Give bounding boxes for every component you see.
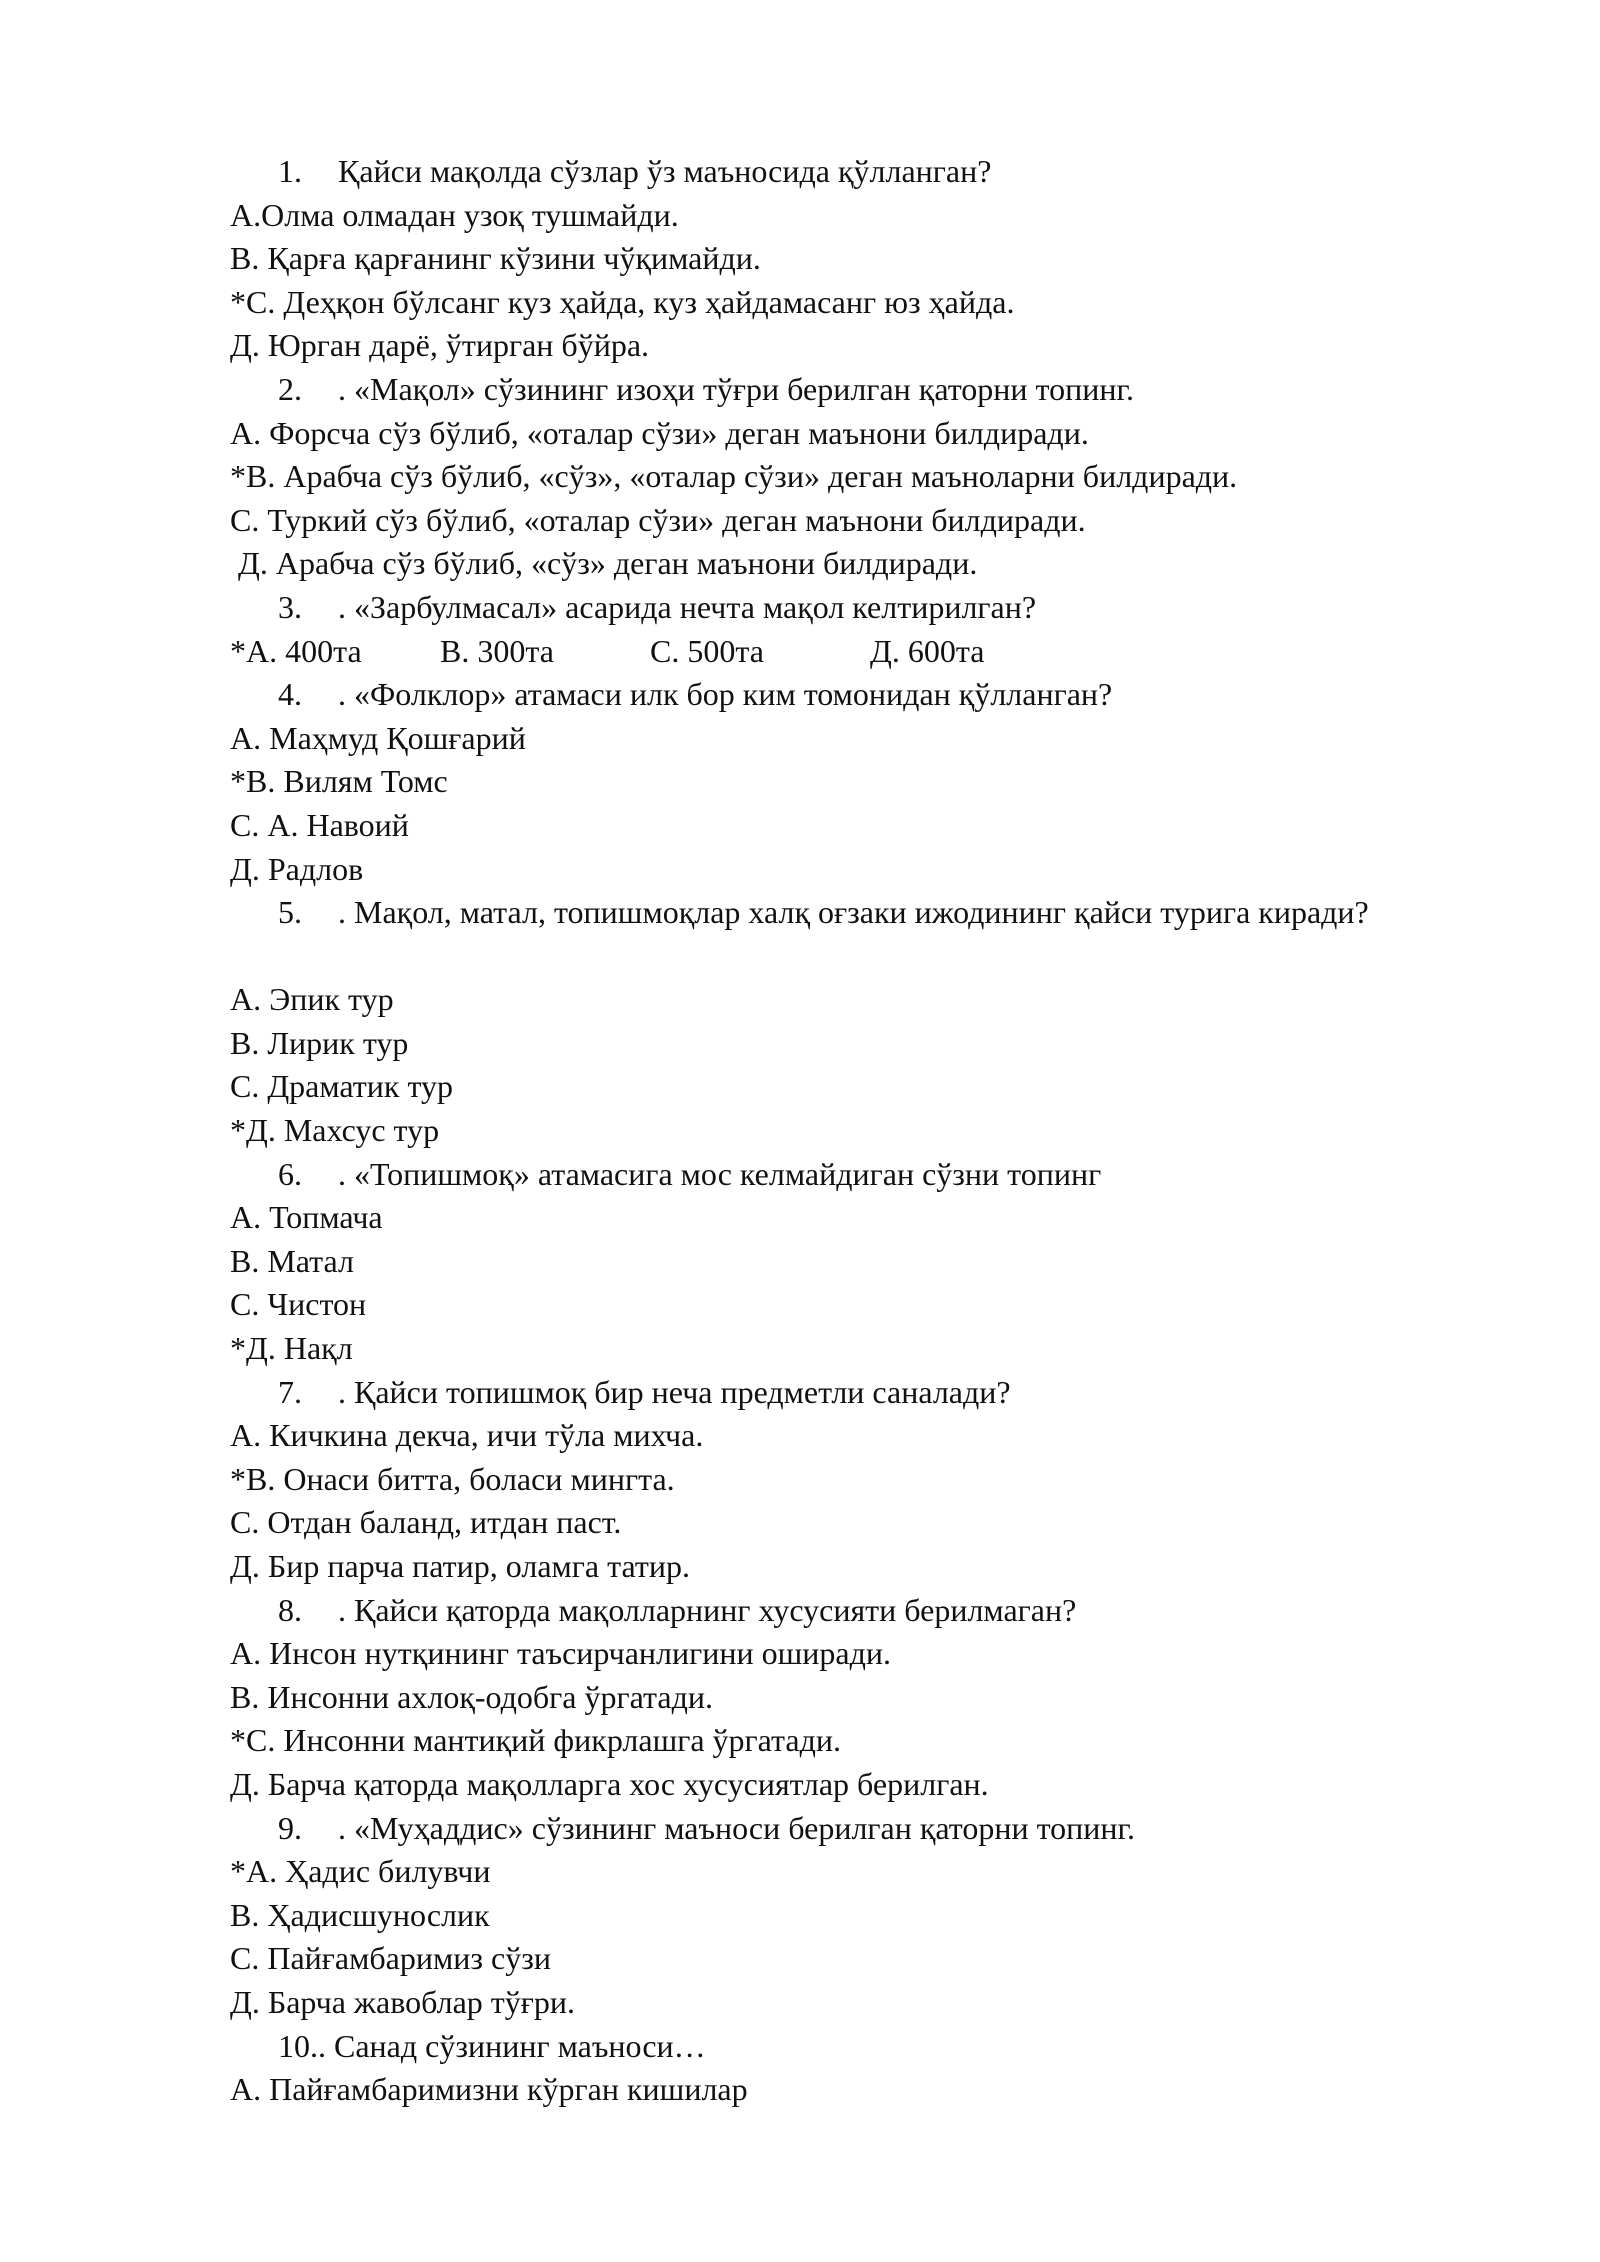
answer-option: *В. Арабча сўз бўлиб, «сўз», «оталар сўзи» деган маъноларни билдиради. — [230, 458, 1238, 495]
answer-option: В. Ҳадисшунослик — [230, 1896, 490, 1933]
question-text: . «Муҳаддис» сўзининг маъноси берилган қаторни топинг. — [338, 1809, 1136, 1846]
answer-option: *С. Деҳқон бўлсанг куз ҳайда, куз ҳайдамасанг юз ҳайда. — [230, 283, 1015, 320]
question-number: 7. — [278, 1373, 302, 1410]
question-text: . «Мақол» сўзининг изоҳи тўғри берилган қаторни топинг. — [338, 370, 1134, 407]
answer-option: *Д. Махсус тур — [230, 1112, 440, 1149]
answer-option: С. А. Навоий — [230, 806, 409, 843]
answer-option: В. 300та — [440, 632, 554, 669]
answer-option: Д. Арабча сўз бўлиб, «сўз» деган маънони билдиради. — [230, 545, 978, 582]
answer-option: *В. Вилям Томс — [230, 763, 448, 800]
answer-option: А. Топмача — [230, 1199, 383, 1236]
answer-option: В. Қарға қарғанинг кўзини чўқимайди. — [230, 240, 761, 277]
answer-option: С. Драматик тур — [230, 1068, 453, 1105]
answer-option: А.Олма олмадан узоқ тушмайди. — [230, 196, 679, 233]
question-number: 8. — [278, 1591, 302, 1628]
answer-option: А. Форсча сўз бўлиб, «оталар сўзи» деган маънони билдиради. — [230, 414, 1089, 451]
answer-option: А. Маҳмуд Қошғарий — [230, 719, 526, 756]
answer-option: С. 500та — [650, 632, 764, 669]
answer-option: Д. Барча жавоблар тўғри. — [230, 1983, 575, 2020]
answer-option: *В. Онаси битта, боласи мингта. — [230, 1460, 675, 1497]
question-number: 5. — [278, 894, 302, 931]
answer-option: В. Инсонни ахлоқ-одобга ўргатади. — [230, 1678, 713, 1715]
answer-option: Д. Юрган дарё, ўтирган бўйра. — [230, 327, 650, 364]
answer-option: *С. Инсонни мантиқий фикрлашга ўргатади. — [230, 1722, 842, 1759]
answer-option: С. Пайғамбаримиз сўзи — [230, 1940, 551, 1977]
answer-option: *А. Ҳадис билувчи — [230, 1853, 491, 1890]
answer-option: А. Эпик тур — [230, 981, 394, 1018]
answer-option: В. Матал — [230, 1242, 354, 1279]
question-text: . «Топишмоқ» атамасига мос келмайдиган сўзни топинг — [338, 1155, 1102, 1192]
answer-option: В. Лирик тур — [230, 1024, 409, 1061]
question-1 — [230, 150, 1500, 194]
answer-option: А. Пайғамбаримизни кўрган кишилар — [230, 2071, 748, 2108]
question-text: . Қайси қаторда мақолларнинг хусусияти берилмаган? — [338, 1591, 1077, 1628]
question-10 — [230, 2025, 1500, 2069]
question-number: 2. — [278, 370, 302, 407]
answer-option: *Д. Нақл — [230, 1330, 353, 1367]
inline-options-row — [230, 630, 1500, 674]
question-2 — [230, 368, 1500, 412]
document-page — [230, 150, 1500, 2112]
question-number: 3. — [278, 588, 302, 625]
question-text: 10.. Санад сўзининг маъноси… — [278, 2027, 706, 2064]
answer-option: С. Отдан баланд, итдан паст. — [230, 1504, 622, 1541]
question-3 — [230, 586, 1500, 630]
answer-option: С. Чистон — [230, 1286, 367, 1323]
question-7 — [230, 1371, 1500, 1415]
question-number: 6. — [278, 1155, 302, 1192]
question-number: 1. — [278, 153, 302, 189]
question-text: Қайси мақолда сўзлар ўз маъносида қўлланган? — [338, 153, 992, 189]
question-text: . «Зарбулмасал» асарида нечта мақол келтирилган? — [338, 588, 1037, 625]
answer-option: *А. 400та — [230, 632, 362, 669]
question-8 — [230, 1589, 1500, 1633]
question-5 — [230, 891, 1500, 978]
answer-option: А. Инсон нутқининг таъсирчанлигини оширади. — [230, 1635, 891, 1672]
answer-option: С. Туркий сўз бўлиб, «оталар сўзи» деган маънони билдиради. — [230, 501, 1086, 538]
question-number: 4. — [278, 676, 302, 713]
question-text: . Мақол, матал, топишмоқлар халқ оғзаки ижодининг қайси турига киради? — [338, 894, 1369, 931]
answer-option: Д. Радлов — [230, 850, 364, 887]
answer-option: Д. 600та — [870, 632, 985, 669]
question-text: . Қайси топишмоқ бир неча предметли саналади? — [338, 1373, 1011, 1410]
answer-option: Д. Бир парча патир, оламга татир. — [230, 1548, 690, 1584]
question-number: 9. — [278, 1809, 302, 1846]
answer-option: А. Кичкина декча, ичи тўла михча. — [230, 1417, 704, 1454]
question-6 — [230, 1153, 1500, 1197]
question-4 — [230, 673, 1500, 717]
question-text: . «Фолклор» атамаси илк бор ким томонидан қўлланган? — [338, 676, 1113, 713]
question-9 — [230, 1807, 1500, 1851]
answer-option: Д. Барча қаторда мақолларга хос хусусиятлар берилган. — [230, 1765, 989, 1802]
